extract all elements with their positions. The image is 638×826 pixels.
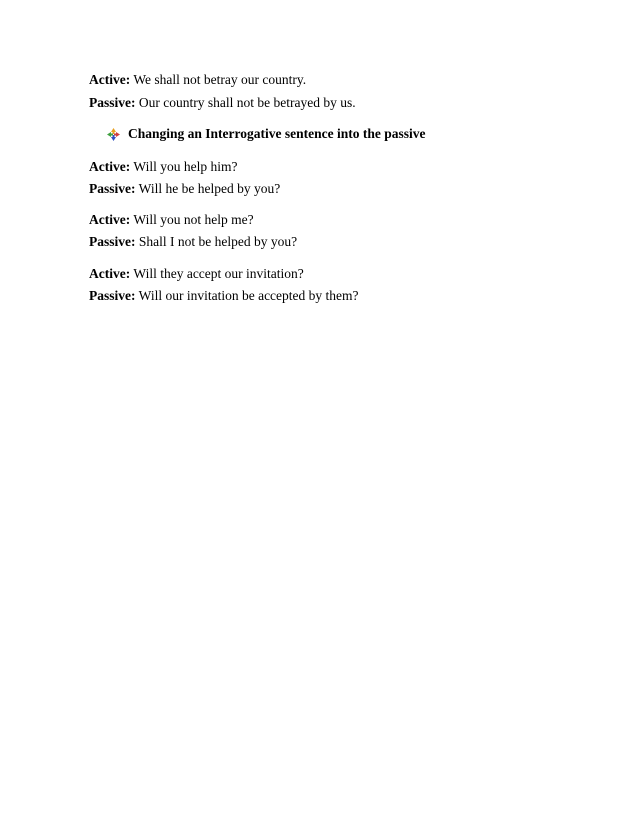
heading-text: Changing an Interrogative sentence into the passive xyxy=(128,126,426,141)
active-sentence-1 xyxy=(89,72,306,88)
passive-text: Our country shall not be betrayed by us. xyxy=(138,95,356,110)
active-text: We shall not betray our country. xyxy=(133,72,307,87)
passive-label: Passive: xyxy=(89,234,136,249)
active-label: Active: xyxy=(89,159,131,174)
active-label: Active: xyxy=(89,266,131,281)
active-sentence-2 xyxy=(89,159,237,175)
passive-sentence-1 xyxy=(89,95,356,111)
active-sentence-3 xyxy=(89,212,254,228)
passive-text: Will our invitation be accepted by them? xyxy=(138,288,359,303)
active-label: Active: xyxy=(89,72,131,87)
passive-text: Shall I not be helped by you? xyxy=(138,234,298,249)
passive-label: Passive: xyxy=(89,95,136,110)
active-text: Will you not help me? xyxy=(133,212,254,227)
passive-sentence-3 xyxy=(89,234,297,250)
passive-sentence-4 xyxy=(89,288,359,304)
passive-text: Will he be helped by you? xyxy=(138,181,281,196)
passive-sentence-2 xyxy=(89,181,280,197)
active-text: Will they accept our invitation? xyxy=(133,266,304,281)
passive-label: Passive: xyxy=(89,288,136,303)
active-sentence-4 xyxy=(89,266,304,282)
passive-label: Passive: xyxy=(89,181,136,196)
section-heading xyxy=(107,126,426,142)
arrow-bullet-icon xyxy=(107,128,120,141)
active-text: Will you help him? xyxy=(133,159,238,174)
active-label: Active: xyxy=(89,212,131,227)
